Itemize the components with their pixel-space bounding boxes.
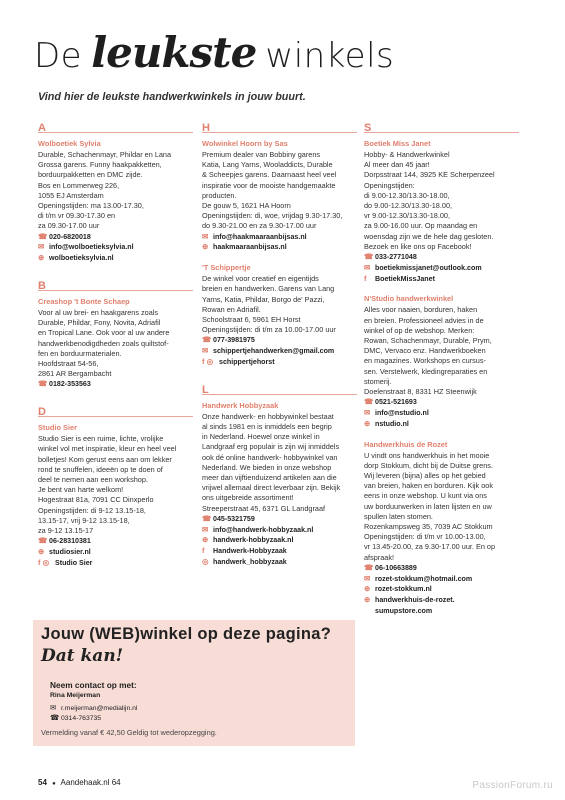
page-number: 54 — [38, 778, 47, 787]
shop-description: Durable, Schachenmayr, Phildar en Lana Grossa garens. Funny haakpakketten, borduurpakketten en DMC zijde. Bos en Lommerweg 226, 1055 EJ Amsterdam Openingstijden: ma 13.00-17.30, di t/m vr 09.30-17.30 en za 09.30-17.00 uur — [38, 150, 172, 231]
facebook-instagram-icon: f ◎ — [202, 357, 214, 367]
phone-icon: ☎ — [202, 513, 212, 523]
email-icon: ✉ — [50, 703, 57, 712]
phone-icon: ☎ — [38, 231, 48, 241]
shop-name: Handwerk Hobbyzaak — [202, 400, 279, 410]
column-middle — [202, 116, 368, 578]
shop-email[interactable]: ✉ info@haakmaaraanbijsas.nl — [202, 231, 307, 241]
column-left — [38, 116, 204, 579]
shop-name: Boetiek Miss Janet — [364, 139, 431, 148]
shop-website[interactable]: ⊕ haakmaaraanbijsas.nl — [202, 242, 287, 252]
shop-website[interactable]: ⊕ wolboetieksylvia.nl — [38, 253, 114, 263]
shop-phone[interactable]: ☎ 033-2771048 — [364, 252, 417, 262]
ad-title: Jouw (WEB)winkel op deze pagina? — [41, 625, 332, 643]
shop-webshop[interactable]: ⊕ handwerkhuis-de-rozet. — [364, 595, 455, 605]
shop-nstudio — [364, 294, 534, 429]
email-icon: ✉ — [202, 231, 209, 241]
shop-name: Wolboetiek Sylvia — [38, 139, 101, 148]
section-letter: H — [202, 122, 210, 134]
shop-email[interactable]: ✉ rozet-stokkum@hotmail.com — [364, 573, 473, 583]
web-icon: ⊕ — [364, 595, 371, 605]
page-subtitle: Vind hier de leukste handwerkwinkels in jouw buurt. — [38, 91, 306, 103]
section-letter: B — [38, 280, 46, 293]
email-icon: ✉ — [202, 346, 209, 356]
email-icon: ✉ — [38, 242, 45, 252]
shop-email[interactable]: ✉ boetiekmissjanet@outlook.com — [364, 262, 482, 272]
shop-wolboetiek-sylvia — [38, 139, 204, 264]
shop-name: N'Studio handwerkwinkel — [364, 294, 454, 304]
section-letter: L — [202, 383, 209, 396]
shop-phone[interactable]: ☎ 06-10663889 — [364, 562, 417, 572]
ad-phone[interactable]: ☎ 0314-763735 — [50, 713, 102, 722]
shop-email[interactable]: ✉ info@wolboetieksylvia.nl — [38, 242, 134, 252]
advertise-box — [33, 620, 355, 746]
shop-phone[interactable]: ☎ 045-5321759 — [202, 513, 255, 523]
email-icon: ✉ — [364, 408, 371, 418]
phone-icon: ☎ — [364, 562, 374, 572]
shop-creashop-bonte-schaep — [38, 297, 204, 390]
column-right — [364, 116, 534, 627]
shop-description: Hobby- & Handwerkwinkel Al meer dan 45 jaar! Dorpsstraat 144, 3925 KE Scherpenzeel Openingstijden: di 9.00-12.30/13.30-18.00, do 9.00-12.30/13.30-18.00, vr 9.00-12.30/13.30-18.00, za 9.00-16.00 uur. Op maandag en woensdag zijn we de hele dag gesloten. Bezoek en like ons op Facebook! — [364, 150, 495, 251]
shop-name: Wolwinkel Hoorn by Sas — [202, 139, 288, 148]
shop-description: De winkel voor creatief en eigentijds breien en handwerken. Garens van Lang Yarns, Katia, Phildar, Borgo de' Pazzi, Rowan en Adriafil. Schoolstraat 6, 5961 EH Horst Openingstijden: di t/m za 10.00-17.00 uur — [202, 274, 336, 335]
shop-description: U vindt ons handwerkhuis in het mooie dorp Stokkum, dicht bij de Duitse grens. Wij leveren (bijna) alles op het gebied van breien, haken en borduren. Kijk ook eens in onze webshop. U kunt via ons uw borduurwerken in laten lijsten en uw spullen laten stomen. Rozenkampsweg 35, 7039 AC Stokkum Openingstijden: di t/m vr 10.00-13.00, vr 13.45-20.00, za 9.30-17.00 uur. En op afspraak! — [364, 450, 496, 562]
shop-handwerk-hobbyzaak — [202, 401, 368, 568]
web-icon: ⊕ — [38, 253, 45, 263]
shop-webshop-cont[interactable]: sumupstore.com — [375, 607, 433, 616]
phone-icon: ☎ — [50, 713, 60, 722]
facebook-icon: f — [202, 546, 205, 556]
facebook-instagram-icon: f ◎ — [38, 557, 50, 567]
magazine-name: Aandehaak.nl 64 — [60, 778, 121, 787]
email-icon: ✉ — [364, 262, 371, 272]
section-h-header — [202, 116, 357, 133]
ad-subtitle: Dat kan! — [41, 646, 124, 666]
ad-price-note: Vermelding vanaf € 42,50 Geldig tot wederopzegging. — [41, 728, 217, 737]
shop-website[interactable]: ⊕ nstudio.nl — [364, 418, 409, 428]
shop-description: Premium dealer van Bobbiny garens Katia, Lang Yarns, Wooladdicts, Durable & Scheepjes garens. Daarnaast heel veel inspiratie voor de mooiste handgemaakte producten. De gouw 5, 1621 HA Hoorn Openingstijden: di, woe, vrijdag 9.30-17.30, do 9.30-21.00 en za 9.30-17.00 uur — [202, 150, 343, 231]
page-header — [34, 28, 534, 88]
instagram-icon: ◎ — [202, 557, 209, 567]
ad-email[interactable]: ✉ r.meijerman@medialijn.nl — [50, 703, 138, 712]
web-icon: ⊕ — [38, 547, 45, 557]
shop-description: Voor al uw brei- en haakgarens zoals Durable, Phildar, Fony, Novita, Adriafil en Tropical Lane. Ook voor al uw andere handwerkbenodigdheden zoals quiltstof- fen en borduurmaterialen. Hoofdstraat 54-56, 2861 AR Bergambacht — [38, 308, 170, 379]
shop-phone[interactable]: ☎ 0521-521693 — [364, 397, 417, 407]
email-icon: ✉ — [364, 573, 371, 583]
shop-website[interactable]: ⊕ studiosier.nl — [38, 547, 91, 557]
section-a-header — [38, 116, 193, 133]
shop-website[interactable]: ⊕ handwerk-hobbyzaak.nl — [202, 535, 294, 545]
title-part-1: De — [34, 36, 83, 76]
section-s-header — [364, 116, 519, 133]
shop-name: Creashop 't Bonte Schaep — [38, 297, 130, 307]
web-icon: ⊕ — [364, 584, 371, 594]
shop-social[interactable]: f ◎ schippertjehorst — [202, 357, 275, 367]
shop-email[interactable]: ✉ schippertjehandwerken@gmail.com — [202, 346, 335, 356]
shop-wolwinkel-hoorn — [202, 139, 368, 253]
shop-facebook[interactable]: f BoetiekMissJanet — [364, 273, 435, 283]
shop-description: Onze handwerk- en hobbywinkel bestaat al sinds 1981 en is inmiddels een begrip in Nederland. Hoewel onze winkel in Landgraaf erg populair is zijn wij inmiddels ook dé online handwerk- hobbywinkel van Nederland. We bieden in onze webshop meer dan vijftienduizend artikelen aan die vrijwel allemaal direct leverbaar zijn. Bekijk ons uitgebreide assortiment! Streeperstraat 45, 6371 GL Landgraaf — [202, 411, 341, 513]
phone-icon: ☎ — [364, 397, 374, 407]
page-footer — [38, 778, 121, 787]
shop-website[interactable]: ⊕ rozet-stokkum.nl — [364, 584, 432, 594]
shop-description: Studio Sier is een ruime, lichte, vrolijke winkel vol met inspiratie, kleur en heel veel bolletjes! Kom gerust eens aan om lekker rond te snuffelen, ideeën op te doen of deel te nemen aan een workshop. Je bent van harte welkom! Hogestraat 81a, 7091 CC Dinxperlo Openingstijden: di 9-12 13.15-18, 13.15-17, vrij 9-12 13.15-18, za 9-12 13.15-17 — [38, 434, 177, 536]
watermark: PassionForum.ru — [472, 780, 553, 791]
shop-phone[interactable]: ☎ 077-3981975 — [202, 335, 255, 345]
section-b-header — [38, 274, 193, 291]
shop-phone[interactable]: ☎ 0182-353563 — [38, 379, 91, 389]
shop-social[interactable]: f ◎ Studio Sier — [38, 557, 93, 567]
shop-phone[interactable]: ☎ 020-6820018 — [38, 231, 91, 241]
phone-icon: ☎ — [202, 335, 212, 345]
section-letter: S — [364, 122, 372, 134]
facebook-icon: f — [364, 273, 367, 283]
shop-phone[interactable]: ☎ 06-28310381 — [38, 536, 91, 546]
web-icon: ⊕ — [202, 242, 209, 252]
phone-icon: ☎ — [38, 379, 48, 389]
section-letter: A — [38, 122, 46, 134]
shop-name: Handwerkhuis de Rozet — [364, 439, 448, 449]
phone-icon: ☎ — [38, 536, 48, 546]
footer-bullet: ● — [52, 781, 56, 787]
shop-email[interactable]: ✉ info@handwerk-hobbyzaak.nl — [202, 524, 314, 534]
shop-instagram[interactable]: ◎ handwerk_hobbyzaak — [202, 557, 287, 567]
web-icon: ⊕ — [202, 535, 209, 545]
section-l-header — [202, 378, 357, 395]
section-d-header — [38, 400, 193, 417]
shop-name: 'T Schippertje — [202, 263, 251, 273]
shop-facebook[interactable]: f Handwerk-Hobbyzaak — [202, 546, 287, 556]
shop-handwerkhuis-de-rozet — [364, 440, 534, 617]
title-part-3: winkels — [265, 36, 395, 76]
shop-email[interactable]: ✉ info@nstudio.nl — [364, 408, 429, 418]
phone-icon: ☎ — [364, 252, 374, 262]
web-icon: ⊕ — [364, 418, 371, 428]
shop-name: Studio Sier — [38, 423, 78, 433]
ad-contact-heading: Neem contact op met: — [50, 680, 137, 690]
ad-contact-person: Rina Meijerman — [50, 692, 101, 699]
section-letter: D — [38, 406, 46, 419]
shop-t-schippertje — [202, 263, 368, 368]
shop-studio-sier — [38, 423, 204, 568]
email-icon: ✉ — [202, 524, 209, 534]
shop-boetiek-miss-janet — [364, 139, 534, 284]
shop-description: Alles voor naaien, borduren, haken en breien. Professioneel advies in de winkel of op de webshop. Merken: Rowan, Schachenmayr, Durable, Prym, DMC, Vervaco enz. Handwerkboeken en magazines. Workshops en cursus- sen. Verstelwerk, kledingreparaties en stomerij. Doelenstraat 8, 8331 HZ Steenwijk — [364, 305, 492, 397]
title-part-2: leukste — [91, 28, 257, 77]
